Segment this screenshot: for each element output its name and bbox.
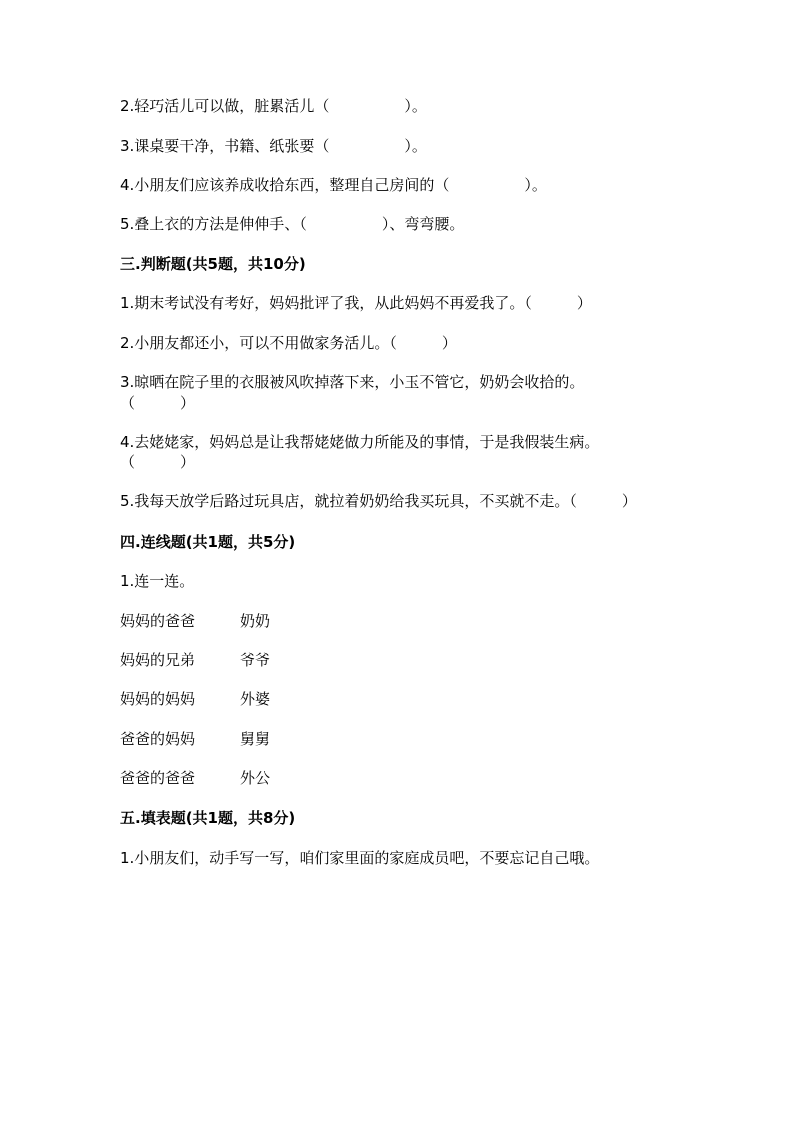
- table-question: 1.小朋友们，动手写一写，咱们家里面的家庭成员吧，不要忘记自己哦。: [120, 849, 600, 867]
- match-right-3: 外婆: [240, 690, 271, 708]
- match-left-5: 爸爸的爸爸: [120, 769, 196, 787]
- matching-question: 1.连一连。: [120, 572, 195, 590]
- match-left-3: 妈妈的妈妈: [120, 690, 196, 708]
- match-right-2: 爷爷: [240, 651, 271, 669]
- match-right-4: 舅舅: [240, 730, 271, 748]
- fill-blank-item-3: 3.课桌要干净，书籍、纸张要（ ）。: [120, 137, 427, 155]
- match-right-1: 奶奶: [240, 612, 271, 630]
- fill-blank-item-2: 2.轻巧活儿可以做，脏累活儿（ ）。: [120, 97, 427, 115]
- section-3-heading: 三.判断题(共5题，共10分): [120, 255, 306, 273]
- section-4-heading: 四.连线题(共1题，共5分): [120, 533, 296, 551]
- match-left-1: 妈妈的爸爸: [120, 612, 196, 630]
- section-5-heading: 五.填表题(共1题，共8分): [120, 809, 296, 827]
- match-left-4: 爸爸的妈妈: [120, 730, 196, 748]
- judge-item-4-answer-blank: （ ）: [120, 453, 196, 471]
- fill-blank-item-5: 5.叠上衣的方法是伸伸手、（ ）、弯弯腰。: [120, 215, 465, 233]
- fill-blank-item-4: 4.小朋友们应该养成收拾东西，整理自己房间的（ ）。: [120, 176, 547, 194]
- judge-item-3-answer-blank: （ ）: [120, 394, 196, 412]
- judge-item-5: 5.我每天放学后路过玩具店，就拉着奶奶给我买玩具，不买就不走。（ ）: [120, 492, 637, 510]
- judge-item-1: 1.期末考试没有考好，妈妈批评了我，从此妈妈不再爱我了。（ ）: [120, 294, 592, 312]
- judge-item-2: 2.小朋友都还小，可以不用做家务活儿。（ ）: [120, 334, 457, 352]
- judge-item-4: 4.去姥姥家，妈妈总是让我帮姥姥做力所能及的事情，于是我假装生病。: [120, 433, 600, 451]
- match-right-5: 外公: [240, 769, 271, 787]
- judge-item-3: 3.晾晒在院子里的衣服被风吹掉落下来，小玉不管它，奶奶会收拾的。: [120, 373, 585, 391]
- match-left-2: 妈妈的兄弟: [120, 651, 196, 669]
